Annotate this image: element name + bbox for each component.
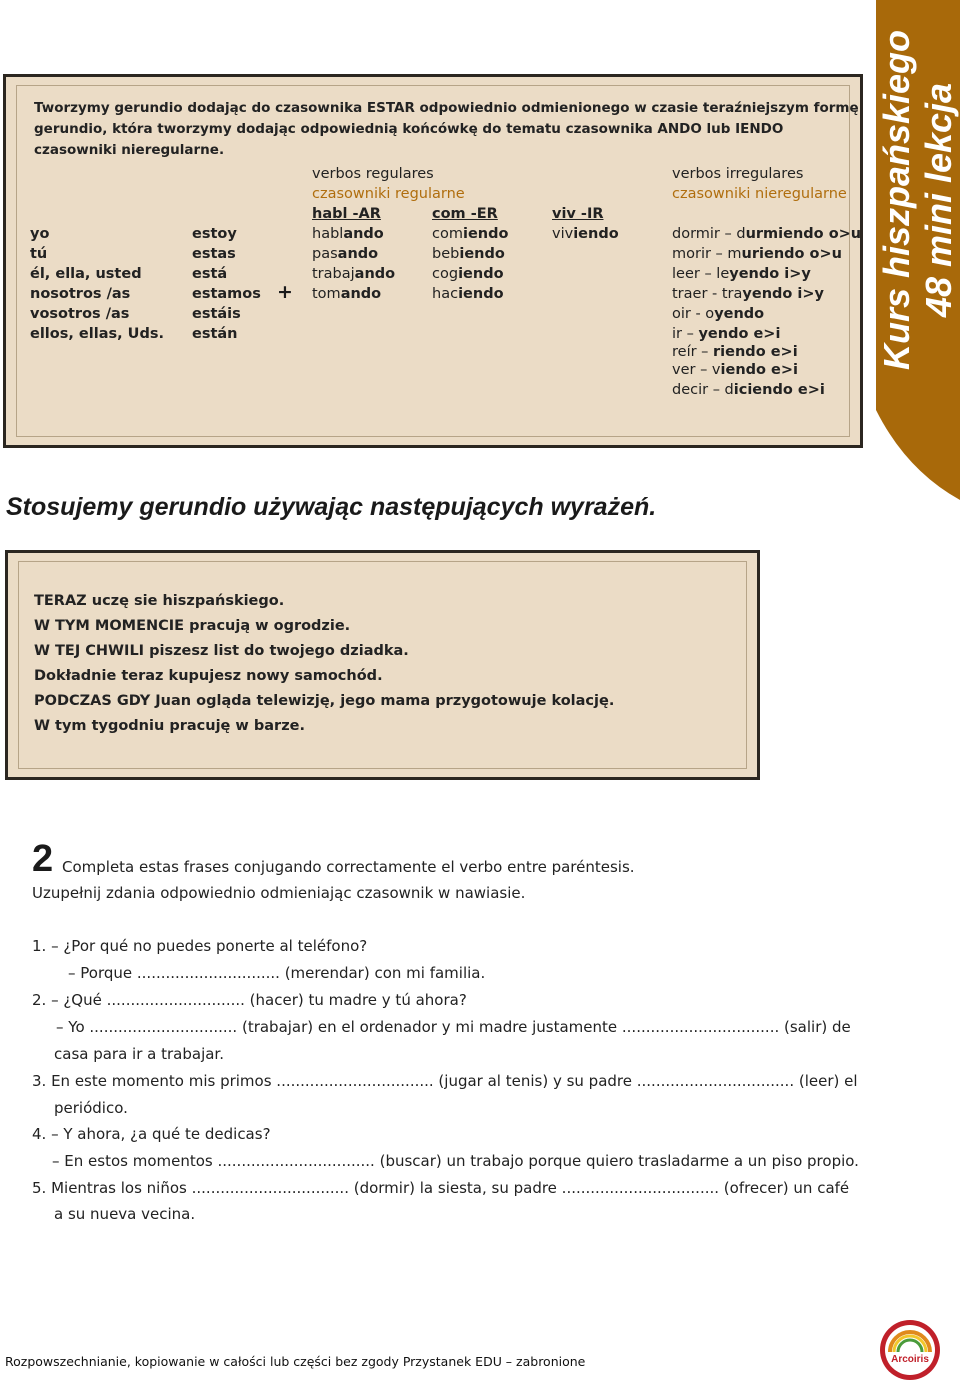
- ar-verb: tomando: [312, 286, 382, 302]
- irregular-verb: ir – yendo e>i: [672, 326, 781, 342]
- irregular-header-es: verbos irregulares: [672, 166, 804, 182]
- example-line: TERAZ uczę sie hiszpańskiego.: [34, 593, 285, 609]
- irregular-verb: leer – leyendo i>y: [672, 266, 811, 282]
- copyright-footer: Rozpowszechnianie, kopiowanie w całości lub części bez zgody Przystanek EDU – zabronione: [5, 1354, 586, 1369]
- svg-text:Arcoiris: Arcoiris: [891, 1354, 929, 1365]
- intro-text: [34, 98, 859, 161]
- estar-form: estas: [192, 246, 236, 262]
- examples-box: [5, 550, 760, 780]
- task-instruction-pl: Uzupełnij zdania odpowiednio odmieniając czasownik w nawiasie.: [32, 884, 526, 902]
- ar-verb: hablando: [312, 226, 384, 242]
- pronoun: vosotros /as: [30, 306, 130, 322]
- ir-verb: viviendo: [552, 226, 619, 242]
- estar-form: están: [192, 326, 238, 342]
- example-line: Dokładnie teraz kupujesz nowy samochód.: [34, 668, 383, 684]
- irregular-verb: dormir – durmiendo o>u: [672, 226, 862, 242]
- exercise-line: 1. – ¿Por qué no puedes ponerte al teléfono?: [32, 937, 368, 955]
- banner-line: 48 mini lekcja: [918, 82, 959, 318]
- section-heading: Stosujemy gerundio używając następujących wyrażeń.: [6, 493, 657, 521]
- ar-verb: pasando: [312, 246, 379, 262]
- irregular-verb: traer - trayendo i>y: [672, 286, 824, 302]
- example-line: W tym tygodniu pracuję w barze.: [34, 718, 305, 734]
- example-line: PODCZAS GDY Juan ogląda telewizję, jego mama przygotowuje kolację.: [34, 693, 615, 709]
- er-verb: bebiendo: [432, 246, 505, 262]
- exercise-line: – En estos momentos ................................. (buscar) un trabajo porque quiero trasladarme a un piso propio.: [52, 1152, 859, 1170]
- ar-verb: trabajando: [312, 266, 396, 282]
- irregular-verb: morir – muriendo o>u: [672, 246, 842, 262]
- banner-title: [876, 30, 960, 370]
- example-line: W TEJ CHWILI piszesz list do twojego dziadka.: [34, 643, 409, 659]
- col-er-header: com -ER: [432, 206, 498, 222]
- intro-line: gerundio, która tworzymy dodając odpowiednią końcówkę do tematu czasownika ANDO lub IENDO: [34, 121, 784, 137]
- task-number: 2: [32, 838, 54, 880]
- task-instruction-es: Completa estas frases conjugando correctamente el verbo entre paréntesis.: [62, 858, 635, 876]
- er-verb: cogiendo: [432, 266, 504, 282]
- estar-form: está: [192, 266, 228, 282]
- exercise-line: casa para ir a trabajar.: [54, 1045, 224, 1063]
- irregular-verb: oir - oyendo: [672, 306, 765, 322]
- pronoun: nosotros /as: [30, 286, 131, 302]
- exercise-line: 4. – Y ahora, ¿a qué te dedicas?: [32, 1125, 271, 1143]
- example-line: W TYM MOMENCIE pracują w ogrodzie.: [34, 618, 351, 634]
- estar-form: estoy: [192, 226, 237, 242]
- irregular-verb: ver – viendo e>i: [672, 362, 798, 378]
- irregular-verb: reír – riendo e>i: [672, 344, 798, 360]
- estar-form: estáis: [192, 306, 241, 322]
- col-ir-header: viv -IR: [552, 206, 604, 222]
- intro-line: czasowniki nieregularne.: [34, 142, 225, 158]
- banner-line: Kurs hiszpańskiego: [876, 29, 917, 371]
- er-verb: haciendo: [432, 286, 504, 302]
- pronoun: ellos, ellas, Uds.: [30, 326, 164, 342]
- er-verb: comiendo: [432, 226, 509, 242]
- estar-form: estamos: [192, 286, 261, 302]
- exercise-line: – Porque .............................. (merendar) con mi familia.: [68, 964, 486, 982]
- regular-header-pl: czasowniki regularne: [312, 186, 465, 202]
- pronoun: tú: [30, 246, 48, 262]
- irregular-verb: decir – diciendo e>i: [672, 382, 825, 398]
- irregular-header-pl: czasowniki nieregularne: [672, 186, 847, 202]
- arcoiris-logo: [878, 1318, 942, 1382]
- pronoun: él, ella, usted: [30, 266, 142, 282]
- exercise-line: 2. – ¿Qué ............................. (hacer) tu madre y tú ahora?: [32, 991, 467, 1009]
- exercise-line: a su nueva vecina.: [54, 1205, 196, 1223]
- regular-header-es: verbos regulares: [312, 166, 434, 182]
- pronoun: yo: [30, 226, 50, 242]
- col-ar-header: habl -AR: [312, 206, 381, 222]
- exercise-line: – Yo ............................... (trabajar) en el ordenador y mi madre justamente ................................. (salir) de: [56, 1018, 851, 1036]
- exercise-line: 5. Mientras los niños ................................. (dormir) la siesta, su padre ................................. (ofrecer) un café: [32, 1179, 850, 1197]
- intro-line: Tworzymy gerundio dodając do czasownika ESTAR odpowiednio odmienionego w czasie teraźniejszym formę: [34, 100, 859, 116]
- exercise-line: 3. En este momento mis primos ................................. (jugar al tenis) y su padre ................................. (leer) el: [32, 1072, 858, 1090]
- exercise-line: periódico.: [54, 1099, 128, 1117]
- plus-sign: +: [277, 281, 293, 303]
